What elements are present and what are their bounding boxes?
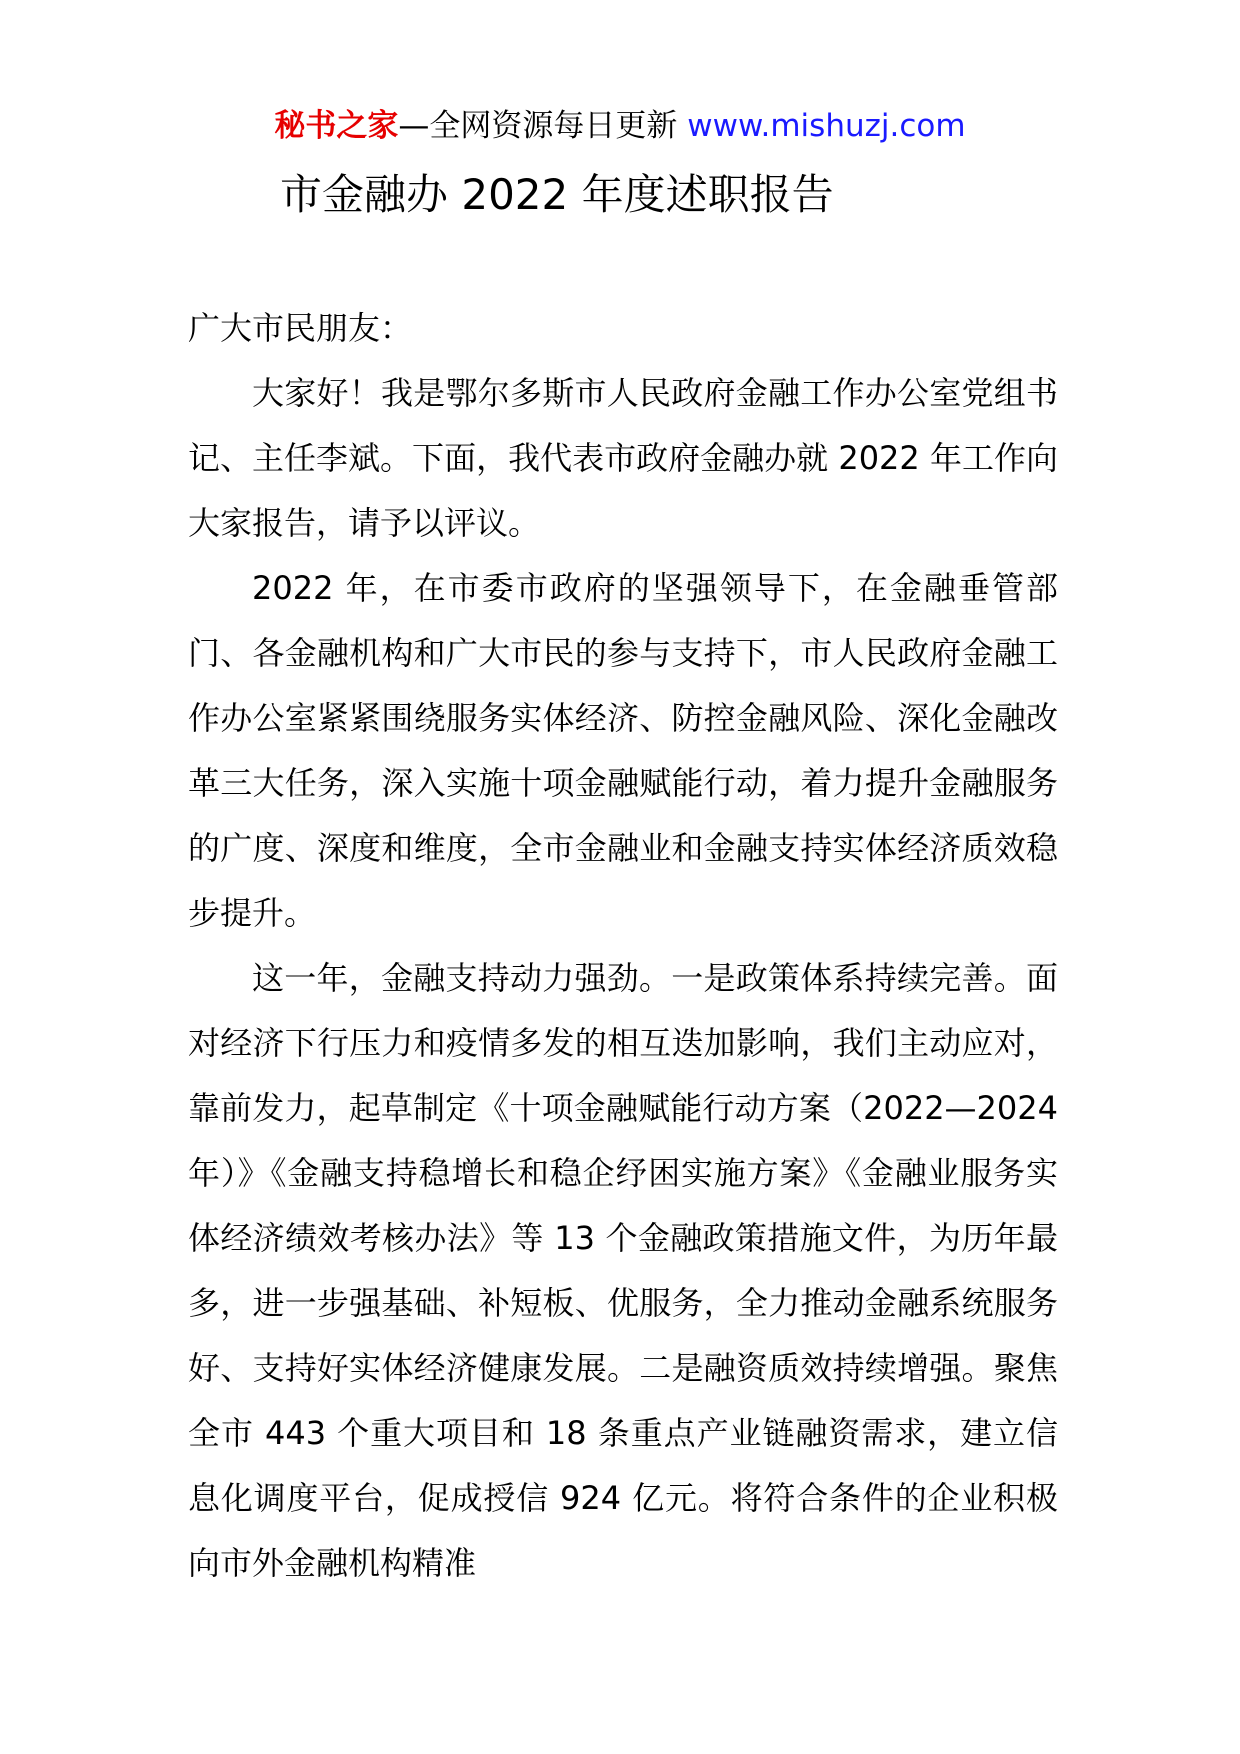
body-paragraph: 这一年，金融支持动力强劲。一是政策体系持续完善。面对经济下行压力和疫情多发的相互迭加影响，我们主动应对，靠前发力，起草制定《十项金融赋能行动方案（2022—2024 年）》《金融支持稳增长和稳企纾困实施方案》《金融业服务实体经济绩效考核办法》等 13 个金融政策措施文件，为历年最多，进一步强基础、补短板、优服务，全力推动金融系统服务好、支持好实体经济健康发展。二是融资质效持续增强。聚焦全市 443 个重大项目和 18 条重点产业链融资需求，建立信息化调度平台，促成授信 924 亿元。将符合条件的企业积极向市外金融机构精准 [188, 959, 1058, 1582]
site-url-link[interactable]: www.mishuzj.com [687, 108, 966, 144]
document-body [188, 296, 1058, 1596]
site-name: 秘书之家 [274, 108, 399, 144]
document-title: 市金融办 2022 年度述职报告 [280, 170, 834, 219]
body-paragraph: 大家好！我是鄂尔多斯市人民政府金融工作办公室党组书记、主任李斌。下面，我代表市政府金融办就 2022 年工作向大家报告，请予以评议。 [188, 374, 1058, 542]
body-paragraph: 2022 年，在市委市政府的坚强领导下，在金融垂管部门、各金融机构和广大市民的参与支持下，市人民政府金融工作办公室紧紧围绕服务实体经济、防控金融风险、深化金融改革三大任务，深入实施十项金融赋能行动，着力提升金融服务的广度、深度和维度，全市金融业和金融支持实体经济质效稳步提升。 [188, 569, 1058, 932]
site-tagline: —全网资源每日更新 [398, 108, 678, 144]
site-header [0, 104, 1240, 148]
salutation: 广大市民朋友： [188, 309, 413, 347]
